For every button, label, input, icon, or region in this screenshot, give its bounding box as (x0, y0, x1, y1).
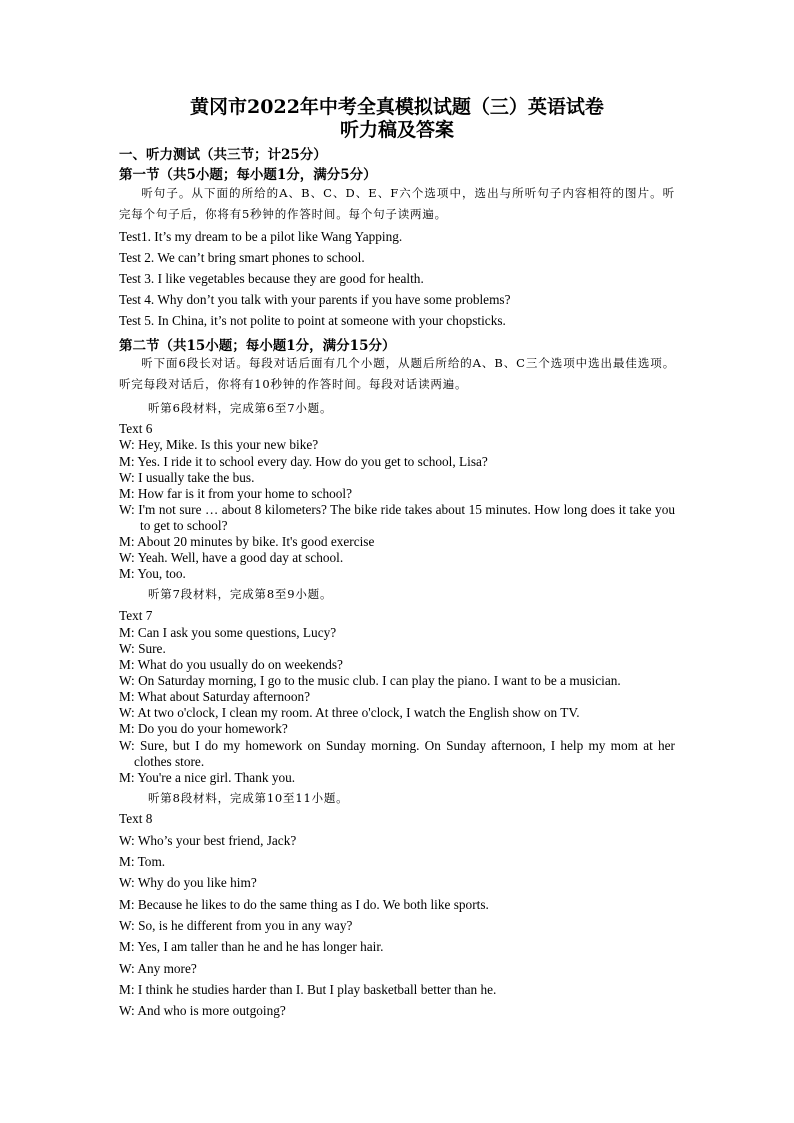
dialogue-line: M: Can I ask you some questions, Lucy? (119, 625, 337, 640)
dialogue-line: M: Yes, I am taller than he and he has longer hair. (119, 939, 384, 954)
dialogue-line: M: How far is it from your home to school? (119, 486, 353, 501)
text6-intro: 听第6段材料，完成第6至7小题。 (148, 401, 333, 415)
dialogue-line: M: You, too. (119, 566, 186, 581)
section1-heading: 第一节（共5小题；每小题1分，满分5分） (119, 167, 377, 183)
dialogue-line: W: Why do you like him? (119, 875, 257, 890)
section1-instructions (119, 183, 675, 225)
text7-intro: 听第7段材料，完成第8至9小题。 (148, 587, 333, 601)
section2-instructions-text: 听下面6段长对话。每段对话后面有几个小题，从题后所给的A、B、C三个选项中选出最佳选项。听完每段对话后，你将有10秒钟的作答时间。每段对话读两遍。 (119, 356, 675, 391)
dialogue-line: W: So, is he different from you in any way? (119, 918, 353, 933)
section2-instructions (119, 353, 675, 395)
dialogue-line: W: On Saturday morning, I go to the music club. I can play the piano. I want to be a musician. (119, 673, 621, 688)
text6-label: Text 6 (119, 421, 153, 436)
dialogue-line: M: What about Saturday afternoon? (119, 689, 311, 704)
dialogue-line: M: About 20 minutes by bike. It's good exercise (119, 534, 375, 549)
text8-label: Text 8 (119, 811, 153, 826)
dialogue-line: M: What do you usually do on weekends? (119, 657, 343, 672)
document-title: 黄冈市2022年中考全真模拟试题（三）英语试卷 (190, 96, 604, 118)
document-subtitle: 听力稿及答案 (339, 119, 454, 141)
dialogue-line: W: I'm not sure … about 8 kilometers? The bike ride takes about 15 minutes. How long does it take you to get to school? (119, 502, 675, 533)
dialogue-line: M: I think he studies harder than I. But I play basketball better than he. (119, 982, 497, 997)
dialogue-line: M: Tom. (119, 854, 166, 869)
dialogue-line: W: Any more? (119, 961, 197, 976)
text7-label: Text 7 (119, 608, 153, 623)
test-sentence-1: Test1. It’s my dream to be a pilot like Wang Yapping. (119, 229, 403, 244)
test-sentence-4: Test 4. Why don’t you talk with your parents if you have some problems? (119, 292, 511, 307)
dialogue-line: M: Yes. I ride it to school every day. How do you get to school, Lisa? (119, 454, 488, 469)
dialogue-line: W: Who’s your best friend, Jack? (119, 833, 297, 848)
section2-heading: 第二节（共15小题；每小题1分，满分15分） (119, 338, 396, 354)
dialogue-line: W: I usually take the bus. (119, 470, 255, 485)
dialogue-line: W: Sure, but I do my homework on Sunday morning. On Sunday afternoon, I help my mom at her clothes store. (119, 738, 675, 769)
dialogue-line: W: Hey, Mike. Is this your new bike? (119, 437, 319, 452)
part1-heading: 一、听力测试（共三节；计25分） (119, 147, 327, 163)
dialogue-line: W: Sure. (119, 641, 166, 656)
dialogue-line: W: At two o'clock, I clean my room. At three o'clock, I watch the English show on TV. (119, 705, 580, 720)
dialogue-line: M: Do you do your homework? (119, 721, 288, 736)
test-sentence-3: Test 3. I like vegetables because they are good for health. (119, 271, 424, 286)
test-sentence-2: Test 2. We can’t bring smart phones to school. (119, 250, 365, 265)
dialogue-line: M: You're a nice girl. Thank you. (119, 770, 296, 785)
dialogue-line: W: And who is more outgoing? (119, 1003, 286, 1018)
section1-instructions-text: 听句子。从下面的所给的A、B、C、D、E、F六个选项中，选出与所听句子内容相符的图片。听完每个句子后，你将有5秒钟的作答时间。每个句子读两遍。 (119, 186, 675, 221)
text8-intro: 听第8段材料，完成第10至11小题。 (148, 791, 349, 805)
dialogue-line: W: Yeah. Well, have a good day at school. (119, 550, 344, 565)
dialogue-line: M: Because he likes to do the same thing as I do. We both like sports. (119, 897, 489, 912)
test-sentence-5: Test 5. In China, it’s not polite to point at someone with your chopsticks. (119, 313, 506, 328)
